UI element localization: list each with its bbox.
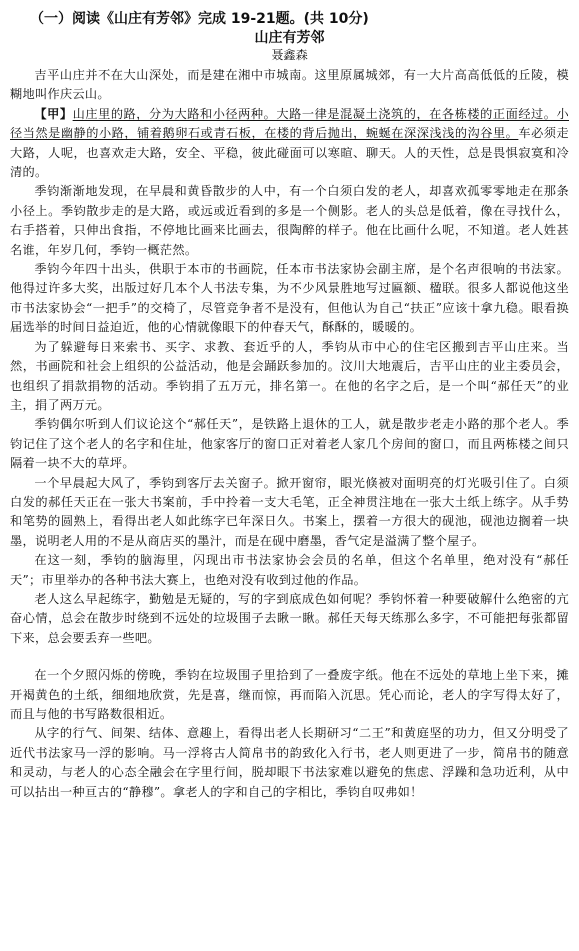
paragraph-6: 季钧偶尔听到人们议论这个“郝任天”，是铁路上退休的工人，就是散步老走小路的那个老人。季钧记住了这个老人的名字和住址，他家客厅的窗口正对着老人家几个房间的窗口，而且两栋楼之间只隔着一块不大的草坪。 [10,417,569,471]
paragraph-7: 一个早晨起大风了，季钧到客厅去关窗子。掀开窗帘，眼光倏被对面明亮的灯光吸引住了。白须白发的郝任天正在一张大书案前，手中拎着一支大毛笔，正全神贯注地在一张大土纸上练字。从手势和笔势的圆熟上，看得出老人如此练字已年深日久。书案上，摆着一方很大的砚池，砚池边搁着一块墨，说明老人用的不是从商店买的墨汁，而是在砚中磨墨，香气定是溢满了整个屋子。 [10,475,569,548]
paragraph-5: 为了躲避每日来索书、买字、求教、套近乎的人，季钧从市中心的住宅区搬到吉平山庄来。当然，书画院和社会上组织的公益活动，他是会踊跃参加的。汶川大地震后，吉平山庄的业主委员会，也组织了捐款捐物的活动。季钧捐了五万元，排名第一。在他的名字之后，是一个叫“郝任天”的业主，捐了两万元。 [10,339,569,412]
paragraph-9: 老人这么早起练字，勤勉是无疑的，写的字到底成色如何呢？季钧怀着一种要破解什么绝密的亢奋心情，总会在散步时绕到不远处的垃圾围子去瞅一瞅。郝任天每天练那么多字，不可能把每张都留下来，总会要丢弃一些吧。 [10,591,569,645]
question-heading: （一）阅读《山庄有芳邻》完成 19-21题。(共 10分) [30,11,369,27]
paragraph-2-jia: 【甲】山庄里的路，分为大路和小径两种。大路一律是混凝土浇筑的，在各栋楼的正面经过。小径当然是幽静的小路，铺着鹅卵石或青石板，在楼的背后抛出，蜿蜒在深深浅浅的沟谷里。车必须走大路，人呢，也喜欢走大路，安全、平稳，彼此碰面可以寒暄、聊天。人的天性，总是畏惧寂寞和冷清的。 [10,106,570,180]
paragraph-3: 季钧渐渐地发现，在早晨和黄昏散步的人中，有一个白须白发的老人，却喜欢孤零零地走在那条小径上。季钧散步走的是大路，或远或近看到的多是一个侧影。老人的头总是低着，像在寻找什么，右手搭着，只伸出食指，不停地比画来比画去，很陶醉的样子。他在比画什么呢，不知道。老人姓甚名谁，年岁几何，季钧一概茫然。 [10,184,569,257]
article-author: 聂鑫森 [271,48,308,62]
paragraph-8: 在这一刻，季钧的脑海里，闪现出市书法家协会会员的名单，但这个名单里，绝对没有“郝任天”；市里举办的各种书法大赛上，也绝对没有收到过他的作品。 [10,553,569,587]
paragraph-10: 在一个夕照闪烁的傍晚，季钧在垃圾围子里拾到了一叠废字纸。他在不远处的草地上坐下来，摊开褐黄色的土纸，细细地欣赏，先是喜，继而惊，再而陷入沉思。凭心而论，老人的字写得太好了，而且与他的书写路数很相近。 [10,668,569,721]
paragraph-1: 吉平山庄并不在大山深处，而是建在湘中市城南。这里原属城郊，有一大片高高低低的丘陵，模糊地叫作庆云山。 [10,68,569,102]
paragraph-11: 从字的行气、间架、结体、意趣上，看得出老人长期研习“二王”和黄庭坚的功力，但又分明受了近代书法家马一浮的影响。马一浮将古人简帛书的韵致化入行书，老人则更进了一步，简帛书的随意和灵动，与老人的心态全融会在字里行间，脱却眼下书法家难以避免的焦虑、浮躁和急功近利，从中可以拈出一种亘古的“静穆”。拿老人的字和自己的字相比，季钧自叹弗如！ [10,726,569,799]
article-title: 山庄有芳邻 [254,30,325,46]
paragraph-4: 季钧今年四十出头，供职于本市的书画院，任本市书法家协会副主席，是个名声很响的书法家。他得过许多大奖，出版过好几本个人书法专集，为不少风景胜地写过匾额、楹联。很多人都说他这坐市书法家协会“一把手”的交椅了，尽管竞争者不是没有，但他认为自己“扶正”应该十拿九稳。眼看换届选举的时间日益迫近，他的心情就像眼下的仲春天气，酥酥的，暖暖的。 [10,262,569,335]
underlined-passage: 山庄里的路，分为大路和小径两种。大路一律是混凝土浇筑的，在各栋楼的正面经过。小径当然是幽静的小路，铺着鹅卵石或青石板，在楼的背后抛出，蜿蜒在深深浅浅的沟谷里。 [10,106,570,141]
jia-marker: 【甲】 [34,106,73,121]
